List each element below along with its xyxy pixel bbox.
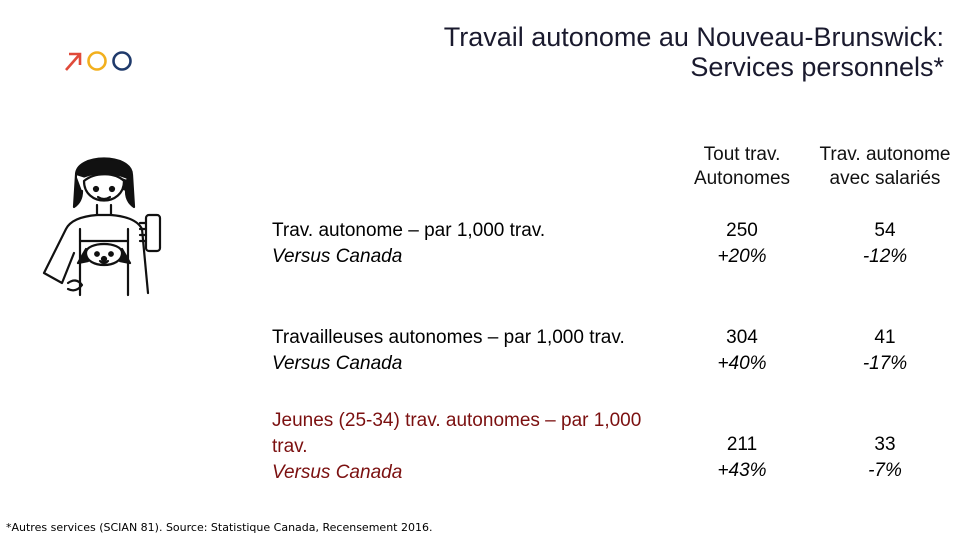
row1-all-value: 250 (726, 220, 758, 241)
row-label-text: Jeunes (25-34) trav. autonomes – par 1,000 trav. (272, 410, 642, 457)
row3-employer-cell (825, 432, 945, 484)
row2-all-value: 304 (726, 327, 758, 348)
row1-employer-value: 54 (874, 220, 896, 241)
row-label-women (272, 325, 692, 377)
row1-all-cell (682, 218, 802, 270)
column-header-all (672, 143, 812, 191)
row2-employer-cell (825, 325, 945, 377)
column-header-employer-line2: avec salariés (829, 168, 941, 189)
row-label-text: Travailleuses autonomes – par 1,000 trav. (272, 327, 625, 348)
row-versus-label: Versus Canada (272, 353, 403, 374)
column-header-employer-line1: Trav. autonome (819, 144, 951, 165)
title-line-2: Services personnels* (690, 52, 944, 82)
column-header-all-line2: Autonomes (693, 168, 791, 189)
column-header-employer (805, 143, 960, 191)
row-label-youth (272, 408, 652, 486)
footnote: *Autres services (SCIAN 81). Source: Statistique Canada, Recensement 2016. (6, 521, 433, 534)
page-title (324, 22, 944, 82)
row1-employer-versus: -12% (862, 246, 908, 267)
row2-all-cell (682, 325, 802, 377)
row1-employer-cell (825, 218, 945, 270)
row3-all-versus: +43% (717, 460, 767, 481)
row3-employer-versus: -7% (868, 460, 902, 481)
title-line-1: Travail autonome au Nouveau-Brunswick: (443, 22, 944, 52)
brand-logo-icon (62, 48, 142, 74)
row2-all-versus: +40% (717, 353, 767, 374)
row-label-self-employed (272, 218, 692, 270)
row3-all-cell (682, 432, 802, 484)
column-header-all-line1: Tout trav. (703, 144, 781, 165)
row3-all-value: 211 (726, 434, 758, 455)
row1-all-versus: +20% (717, 246, 767, 267)
row-versus-label: Versus Canada (272, 246, 403, 267)
row-label-text: Trav. autonome – par 1,000 trav. (272, 220, 546, 241)
row2-employer-versus: -17% (862, 353, 908, 374)
row3-employer-value: 33 (874, 434, 896, 455)
row-versus-label: Versus Canada (272, 462, 403, 483)
row2-employer-value: 41 (874, 327, 896, 348)
groomer-with-dog-icon (36, 145, 186, 305)
